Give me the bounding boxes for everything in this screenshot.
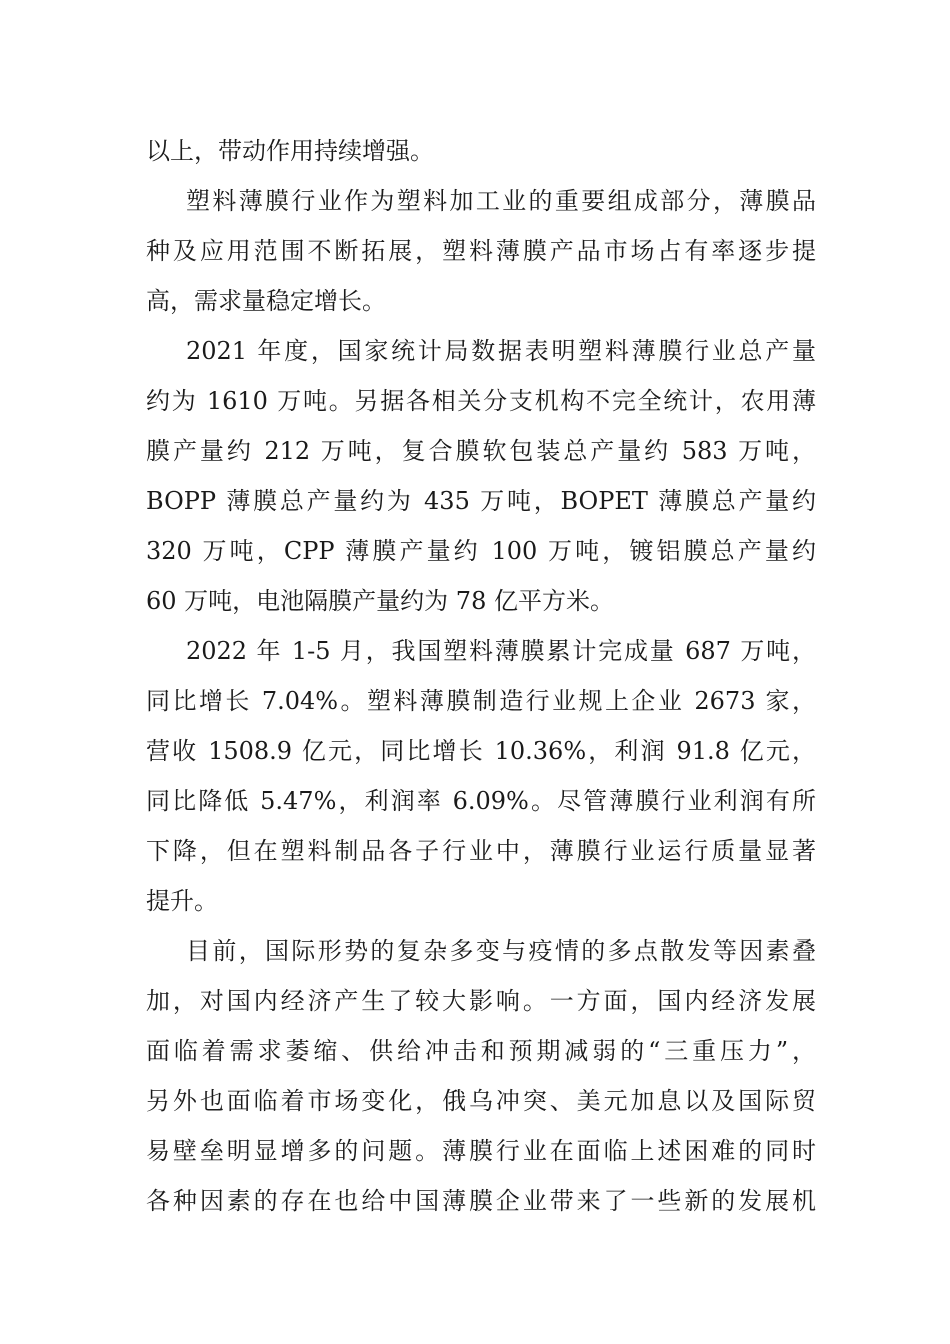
- text-line: 以上，带动作用持续增强。: [146, 137, 434, 165]
- text-line: 种及应用范围不断拓展，塑料薄膜产品市场占有率逐步提: [146, 237, 816, 265]
- text-line: 下降，但在塑料制品各子行业中，薄膜行业运行质量显著: [146, 837, 816, 865]
- text-line: 面临着需求萎缩、供给冲击和预期减弱的“三重压力”，: [146, 1037, 816, 1065]
- text-line: 60 万吨，电池隔膜产量约为 78 亿平方米。: [146, 587, 614, 615]
- text-line: 320 万吨，CPP 薄膜产量约 100 万吨，镀铝膜总产量约: [146, 537, 816, 565]
- text-line: 加，对国内经济产生了较大影响。一方面，国内经济发展: [146, 987, 816, 1015]
- text-line: 另外也面临着市场变化，俄乌冲突、美元加息以及国际贸: [146, 1087, 816, 1115]
- paragraph-first-line: 目前，国际形势的复杂多变与疫情的多点散发等因素叠: [186, 937, 816, 965]
- paragraph-first-line: 塑料薄膜行业作为塑料加工业的重要组成部分，薄膜品: [186, 187, 816, 215]
- text-line: 膜产量约 212 万吨，复合膜软包装总产量约 583 万吨，: [146, 437, 816, 465]
- paragraph-first-line: 2021 年度，国家统计局数据表明塑料薄膜行业总产量: [186, 337, 816, 365]
- text-line: 同比增长 7.04%。塑料薄膜制造行业规上企业 2673 家，: [146, 687, 816, 715]
- text-line: 提升。: [146, 887, 218, 915]
- text-line: BOPP 薄膜总产量约为 435 万吨，BOPET 薄膜总产量约: [146, 487, 816, 515]
- text-line: 同比降低 5.47%，利润率 6.09%。尽管薄膜行业利润有所: [146, 787, 816, 815]
- text-line: 营收 1508.9 亿元，同比增长 10.36%，利润 91.8 亿元，: [146, 737, 816, 765]
- text-line: 各种因素的存在也给中国薄膜企业带来了一些新的发展机: [146, 1187, 816, 1215]
- paragraph-first-line: 2022 年 1-5 月，我国塑料薄膜累计完成量 687 万吨，: [186, 637, 816, 665]
- text-line: 约为 1610 万吨。另据各相关分支机构不完全统计，农用薄: [146, 387, 816, 415]
- text-line: 高，需求量稳定增长。: [146, 287, 386, 315]
- text-line: 易壁垒明显增多的问题。薄膜行业在面临上述困难的同时: [146, 1137, 816, 1165]
